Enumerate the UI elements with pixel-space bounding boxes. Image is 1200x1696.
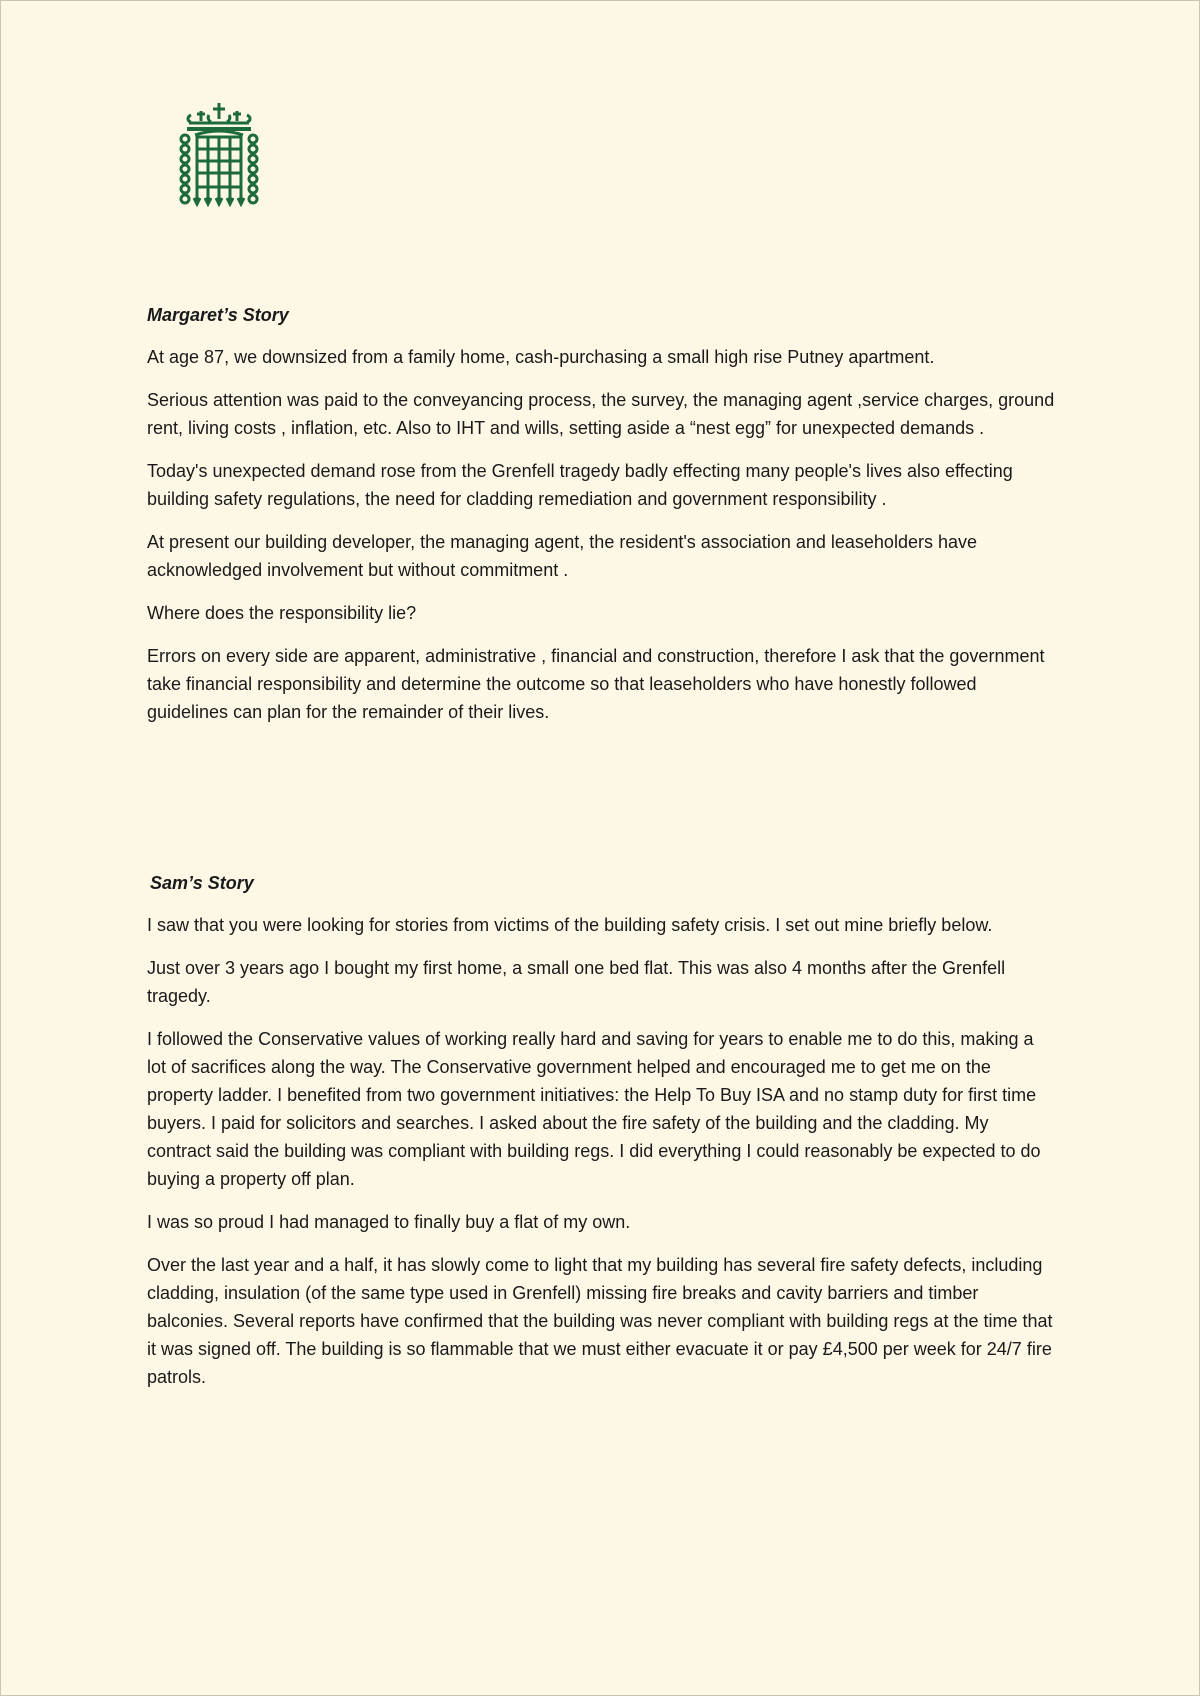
paragraph: I saw that you were looking for stories from victims of the building safety crisis. I set out mine briefly below. [147, 915, 993, 935]
paragraph: Today's unexpected demand rose from the Grenfell tragedy badly effecting many people's lives also effecting building safety regulations, the need for cladding remediation and government responsibility . [147, 461, 1013, 509]
story-title: Margaret’s Story [147, 305, 289, 325]
portcullis-crest-icon [173, 101, 265, 207]
paragraph: I was so proud I had managed to finally buy a flat of my own. [147, 1212, 631, 1232]
paragraph: I followed the Conservative values of working really hard and saving for years to enable me to do this, making a lot of sacrifices along the way. The Conservative government helped and encouraged me to get me on the property ladder. I benefited from two government initiatives: the Help To Buy ISA and no stamp duty for first time buyers. I paid for solicitors and searches. I asked about the fire safety of the building and the cladding. My contract said the building was compliant with building regs. I did everything I could reasonably be expected to do buying a property off plan. [147, 1029, 1041, 1189]
paragraph: Just over 3 years ago I bought my first home, a small one bed flat. This was also 4 months after the Grenfell tragedy. [147, 958, 1006, 1006]
paragraph: Errors on every side are apparent, administrative , financial and construction, therefore I ask that the government take financial responsibility and determine the outcome so that leaseholders who have honestly followed guidelines can plan for the remainder of their lives. [147, 646, 1045, 722]
story-sam [147, 869, 1057, 1406]
story-title: Sam’s Story [150, 873, 254, 893]
paragraph: Over the last year and a half, it has slowly come to light that my building has several fire safety defects, including cladding, insulation (of the same type used in Grenfell) missing fire breaks and cavity barriers and timber balconies. Several reports have confirmed that the building was never compliant with building regs at the time that it was signed off. The building is so flammable that we must either evacuate it or pay £4,500 per week for 24/7 fire patrols. [147, 1255, 1053, 1387]
story-margaret [147, 301, 1057, 741]
paragraph: At age 87, we downsized from a family home, cash-purchasing a small high rise Putney apartment. [147, 347, 935, 367]
paragraph: Where does the responsibility lie? [147, 603, 417, 623]
paragraph: At present our building developer, the managing agent, the resident's association and leaseholders have acknowledged involvement but without commitment . [147, 532, 977, 580]
paragraph: Serious attention was paid to the conveyancing process, the survey, the managing agent ,service charges, ground rent, living costs , inflation, etc. Also to IHT and wills, setting aside a “nest egg” for unexpected demands . [147, 390, 1055, 438]
